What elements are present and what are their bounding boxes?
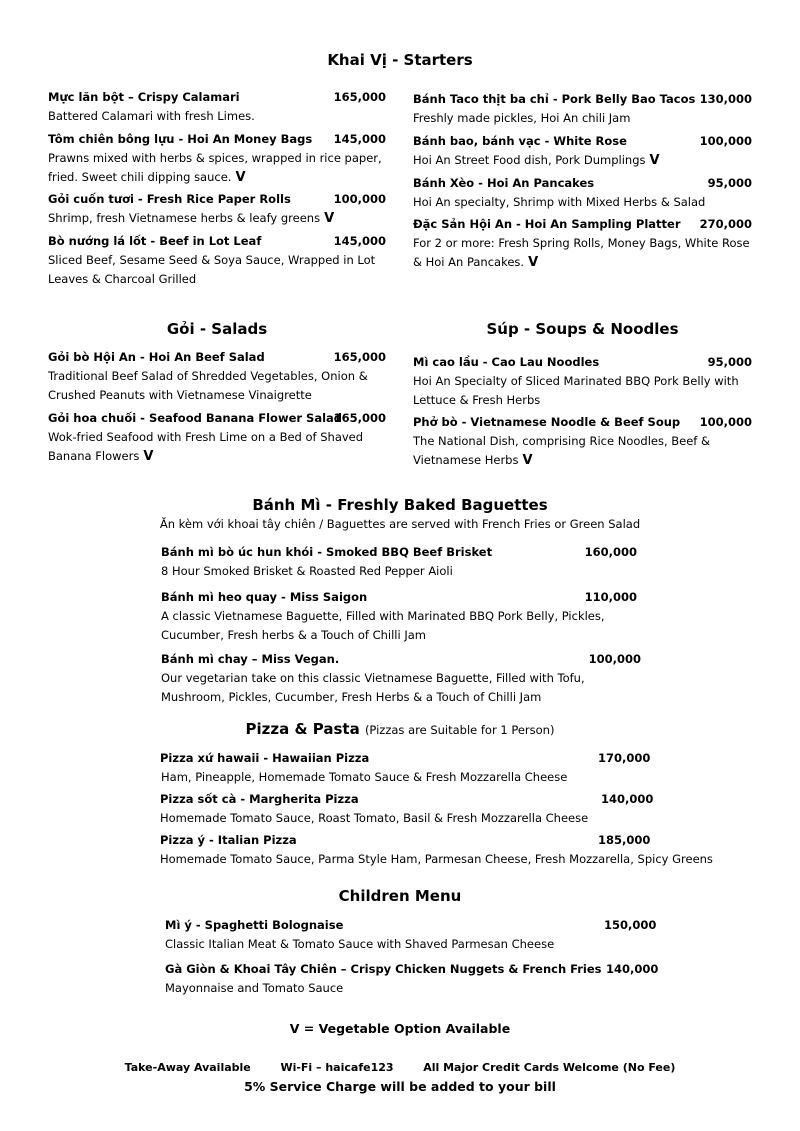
menu-item xyxy=(48,90,386,132)
item-desc: Homemade Tomato Sauce, Roast Tomato, Basil & Fresh Mozzarella Cheese xyxy=(160,811,589,825)
item-desc: Classic Italian Meat & Tomato Sauce with Shaved Parmesan Cheese xyxy=(165,937,555,951)
item-desc: Hoi An specialty, Shrimp with Mixed Herbs & Salad xyxy=(413,195,706,209)
starters-heading: Khai Vị - Starters xyxy=(327,51,473,69)
item-price: 270,000 xyxy=(699,217,752,231)
menu-item xyxy=(413,176,752,217)
item-price: 130,000 xyxy=(699,92,752,106)
veg-marker: V xyxy=(235,170,246,185)
item-price: 100,000 xyxy=(699,134,752,148)
menu-item xyxy=(48,350,386,411)
wifi-note: Wi-Fi – haicafe123 xyxy=(280,1061,394,1074)
veg-marker: V xyxy=(528,255,539,270)
item-desc: Freshly made pickles, Hoi An chili Jam xyxy=(413,111,631,125)
item-desc: Sliced Beef, Sesame Seed & Soya Sauce, Wrapped in Lot Leaves & Charcoal Grilled xyxy=(48,253,376,286)
soups-heading: Súp - Soups & Noodles xyxy=(486,320,679,338)
salads-column xyxy=(48,350,386,471)
item-name: Bánh mì heo quay - Miss Saigon xyxy=(161,590,368,604)
pizza-note: (Pizzas are Suitable for 1 Person) xyxy=(364,723,555,737)
item-name: Pizza sốt cà - Margherita Pizza xyxy=(160,792,359,806)
item-desc: A classic Vietnamese Baguette, Filled with Marinated BBQ Pork Belly, Pickles, Cucumber, Fresh herbs & a Touch of Chilli Jam xyxy=(161,609,605,642)
item-desc: Battered Calamari with fresh Limes. xyxy=(48,109,255,123)
item-price: 170,000 xyxy=(598,751,651,765)
item-price: 165,000 xyxy=(333,350,386,364)
item-desc: Prawns mixed with herbs & spices, wrapped in rice paper, fried. Sweet chili dipping sauce. xyxy=(48,151,382,184)
menu-item xyxy=(161,652,641,712)
menu-item xyxy=(413,415,752,475)
item-price: 160,000 xyxy=(584,545,637,559)
children-heading: Children Menu xyxy=(338,887,462,905)
menu-item xyxy=(165,918,660,962)
item-price: 165,000 xyxy=(333,411,386,425)
item-price: 145,000 xyxy=(333,234,386,248)
item-price: 100,000 xyxy=(333,192,386,206)
item-desc: Hoi An Street Food dish, Pork Dumplings xyxy=(413,153,646,167)
item-price: 95,000 xyxy=(707,176,752,190)
menu-item xyxy=(161,590,641,652)
item-name: Đặc Sản Hội An - Hoi An Sampling Platter xyxy=(413,217,681,231)
banh-mi-list xyxy=(161,545,641,712)
item-name: Tôm chiên bông lựu - Hoi An Money Bags xyxy=(48,132,313,146)
item-name: Pizza xứ hawaii - Hawaiian Pizza xyxy=(160,751,370,765)
veg-note: V = Vegetable Option Available xyxy=(289,1021,511,1036)
item-name: Mực lăn bột – Crispy Calamari xyxy=(48,90,240,104)
item-price: 165,000 xyxy=(333,90,386,104)
item-price: 150,000 xyxy=(604,918,657,932)
item-price: 140,000 xyxy=(606,962,659,976)
banh-mi-heading: Bánh Mì - Freshly Baked Baguettes xyxy=(252,496,548,514)
cards-note: All Major Credit Cards Welcome (No Fee) xyxy=(423,1061,676,1074)
item-price: 145,000 xyxy=(333,132,386,146)
menu-item xyxy=(160,792,740,833)
menu-item xyxy=(165,962,660,1006)
menu-item xyxy=(413,217,752,277)
pizza-heading-line xyxy=(0,720,800,738)
item-price: 185,000 xyxy=(598,833,651,847)
item-desc: Our vegetarian take on this classic Vietnamese Baguette, Filled with Tofu, Mushroom, Pickles, Cucumber, Fresh Herbs & a Touch of Chilli Jam xyxy=(161,671,585,704)
item-name: Bánh Xèo - Hoi An Pancakes xyxy=(413,176,595,190)
menu-item xyxy=(413,92,752,134)
pizza-heading: Pizza & Pasta xyxy=(245,720,360,738)
menu-item xyxy=(48,132,386,192)
salads-heading: Gỏi - Salads xyxy=(166,320,268,338)
menu-item xyxy=(413,355,752,415)
item-desc: Mayonnaise and Tomato Sauce xyxy=(165,981,344,995)
soups-column xyxy=(413,355,752,475)
item-desc: Hoi An Specialty of Sliced Marinated BBQ Pork Belly with Lettuce & Fresh Herbs xyxy=(413,374,739,407)
item-name: Gỏi hoa chuối - Seafood Banana Flower Salad xyxy=(48,411,343,425)
menu-item xyxy=(48,234,386,294)
item-name: Bánh mì chay – Miss Vegan. xyxy=(161,652,340,666)
item-price: 100,000 xyxy=(588,652,641,666)
veg-marker: V xyxy=(649,153,660,168)
item-desc: Traditional Beef Salad of Shredded Vegetables, Onion & Crushed Peanuts with Vietnamese Vinaigrette xyxy=(48,369,368,402)
item-desc: 8 Hour Smoked Brisket & Roasted Red Pepper Aioli xyxy=(161,564,453,578)
item-name: Bò nướng lá lốt - Beef in Lot Leaf xyxy=(48,234,262,248)
item-desc: For 2 or more: Fresh Spring Rolls, Money Bags, White Rose & Hoi An Pancakes. xyxy=(413,236,750,269)
item-name: Mì ý - Spaghetti Bolognaise xyxy=(165,918,344,932)
menu-item xyxy=(48,411,386,471)
item-desc: Homemade Tomato Sauce, Parma Style Ham, Parmesan Cheese, Fresh Mozzarella, Spicy Greens xyxy=(160,852,713,866)
takeaway-note: Take-Away Available xyxy=(124,1061,251,1074)
item-name: Mì cao lầu - Cao Lau Noodles xyxy=(413,355,600,369)
menu-item xyxy=(161,545,641,590)
banh-mi-subtitle: Ăn kèm với khoai tây chiên / Baguettes are served with French Fries or Green Salad xyxy=(159,517,641,531)
item-name: Bánh bao, bánh vạc - White Rose xyxy=(413,134,627,148)
menu-item xyxy=(413,134,752,176)
starters-right-column xyxy=(413,92,752,277)
footer-info-line xyxy=(0,1061,800,1074)
menu-item xyxy=(160,833,740,874)
service-charge-note: 5% Service Charge will be added to your bill xyxy=(244,1079,556,1094)
item-price: 100,000 xyxy=(699,415,752,429)
item-name: Bánh Taco thịt ba chỉ - Pork Belly Bao Tacos xyxy=(413,92,696,106)
item-name: Pizza ý - Italian Pizza xyxy=(160,833,297,847)
menu-item xyxy=(48,192,386,234)
item-price: 140,000 xyxy=(601,792,654,806)
item-desc: Wok-fried Seafood with Fresh Lime on a Bed of Shaved Banana Flowers xyxy=(48,430,364,463)
item-name: Gỏi bò Hội An - Hoi An Beef Salad xyxy=(48,350,265,364)
item-name: Phở bò - Vietnamese Noodle & Beef Soup xyxy=(413,415,681,429)
item-name: Gỏi cuốn tươi - Fresh Rice Paper Rolls xyxy=(48,192,291,206)
veg-marker: V xyxy=(324,211,335,226)
item-name: Gà Giòn & Khoai Tây Chiên – Crispy Chicken Nuggets & French Fries xyxy=(165,962,602,976)
item-desc: The National Dish, comprising Rice Noodles, Beef & Vietnamese Herbs xyxy=(413,434,710,467)
veg-marker: V xyxy=(143,449,154,464)
pizza-list xyxy=(160,751,740,874)
starters-left-column xyxy=(48,90,386,294)
item-price: 95,000 xyxy=(707,355,752,369)
item-name: Bánh mì bò úc hun khói - Smoked BBQ Beef Brisket xyxy=(161,545,493,559)
menu-item xyxy=(160,751,740,792)
item-price: 110,000 xyxy=(584,590,637,604)
children-list xyxy=(165,918,660,1006)
item-desc: Ham, Pineapple, Homemade Tomato Sauce & Fresh Mozzarella Cheese xyxy=(161,770,568,784)
veg-marker: V xyxy=(522,453,533,468)
item-desc: Shrimp, fresh Vietnamese herbs & leafy greens xyxy=(48,211,321,225)
